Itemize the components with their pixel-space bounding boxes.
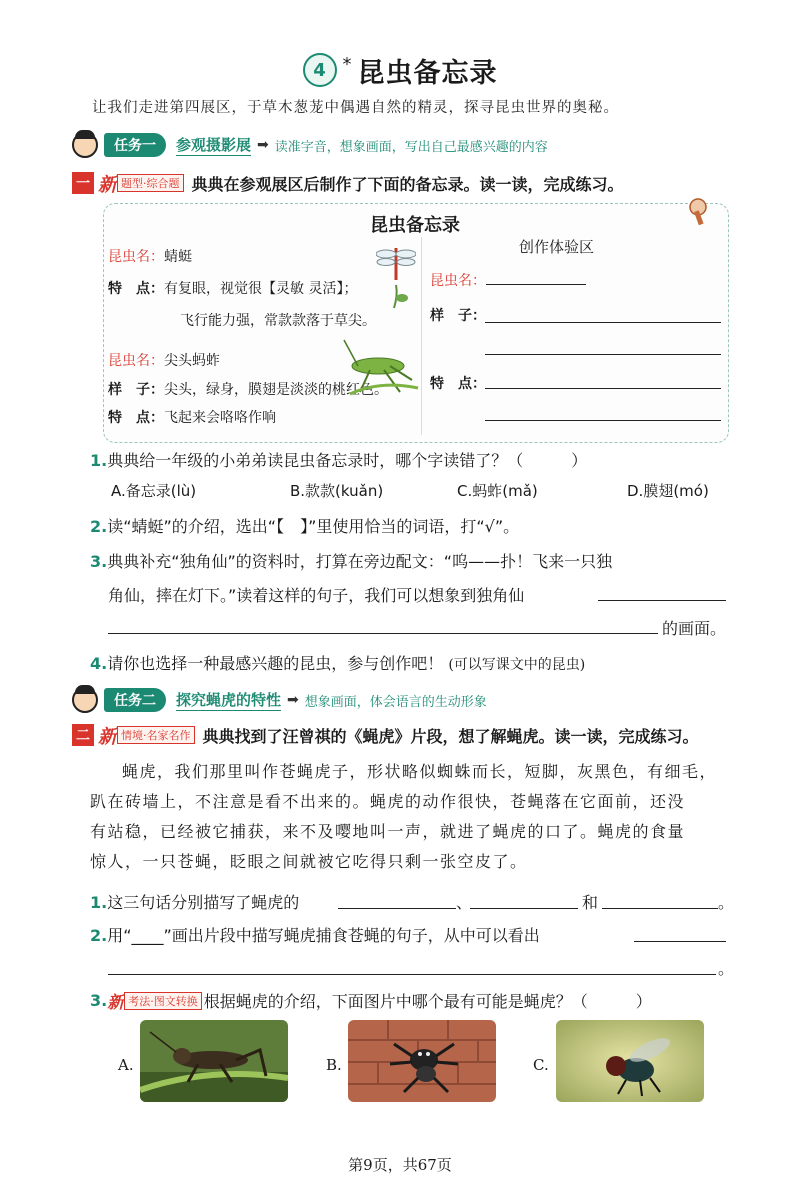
option-b[interactable]: B.款款(kuǎn) — [290, 482, 384, 500]
section-1-instruction: 典典在参观展区后制作了下面的备忘录。读一读，完成练习。 — [191, 174, 624, 194]
question-2-1-blank-1[interactable] — [338, 908, 456, 909]
question-1-2-number: 2. — [90, 517, 108, 536]
task-2-name: 探究蝇虎的特性 — [176, 691, 282, 709]
question-2-1-sep-1: 、 — [456, 893, 473, 912]
insect2-feature-label: 特 点： — [108, 410, 164, 426]
photo-option-c[interactable] — [556, 1020, 704, 1102]
task-1-header — [72, 132, 548, 158]
new-badge: 新 — [107, 993, 125, 1013]
option-a[interactable]: A.备忘录(lù) — [111, 482, 197, 500]
create-feature-row — [430, 373, 486, 393]
question-1-3-line-1: 典典补充“独角仙”的资料时，打算在旁边配文：“呜——扑！飞来一只独 — [107, 552, 613, 571]
question-2-1-end: 。 — [718, 893, 735, 912]
insect1-feature-1: 有复眼，视觉很【灵敏 灵活】； — [164, 281, 358, 297]
create-name-row — [430, 270, 586, 290]
create-name-blank[interactable] — [486, 284, 586, 285]
create-feature-blank-1[interactable] — [485, 388, 721, 389]
question-2-3 — [90, 988, 652, 1013]
task-2-desc: 想象画面，体会语言的生动形象 — [304, 694, 487, 710]
arrow-icon: ➡ — [287, 692, 299, 708]
new-badge: 新 — [98, 725, 118, 748]
create-shape-blank-2[interactable] — [485, 354, 721, 355]
create-feature-label: 特 点： — [430, 376, 486, 392]
section-2-header — [72, 722, 699, 748]
passage-line-1: 蝇虎，我们那里叫作苍蝇虎子，形状略似蜘蛛而长，短脚，灰黑色，有细毛， — [122, 762, 718, 781]
question-1-4-number: 4. — [90, 654, 108, 673]
question-2-1-text: 这三句话分别描写了蝇虎的 — [107, 893, 300, 912]
memo-insect2-feature-row — [108, 407, 276, 427]
section-2-number: 二 — [72, 724, 94, 746]
question-2-2-blank-1[interactable] — [634, 941, 726, 942]
insect1-name: 蜻蜓 — [164, 249, 192, 265]
create-shape-blank-1[interactable] — [485, 322, 721, 323]
task-1-name: 参观摄影展 — [176, 136, 252, 154]
mascot-icon — [72, 687, 98, 713]
passage-line-3: 有站稳，已经被它捕获，来不及嘤地叫一声，就进了蝇虎的口了。蝇虎的食量 — [90, 822, 686, 841]
memo-insect1-feature-row — [108, 278, 357, 298]
intro-text: 让我们走进第四展区，于草木葱茏中偶遇自然的精灵，探寻昆虫世界的奥秘。 — [92, 100, 619, 116]
question-2-3-tag: 考法·图文转换 — [124, 992, 202, 1010]
question-1-3-number: 3. — [90, 552, 108, 571]
question-1-2-text: 读“蜻蜓”的介绍，选出“【 】”里使用恰当的词语，打“√”。 — [107, 517, 520, 536]
photo-option-c-label: C. — [533, 1056, 549, 1074]
mascot-icon — [72, 132, 98, 158]
insect1-feature-2: 飞行能力强，常款款落于草尖。 — [180, 313, 376, 329]
lesson-number-badge: 4 — [303, 53, 337, 87]
section-2-instruction: 典典找到了汪曾祺的《蝇虎》片段，想了解蝇虎。读一读，完成练习。 — [202, 726, 699, 746]
passage-line-2: 趴在砖墙上，不注意是看不出来的。蝇虎的动作很快，苍蝇落在它面前，还没 — [90, 792, 686, 811]
insect2-shape-label: 样 子： — [108, 382, 164, 398]
question-1-3-line-3: 的画面。 — [662, 619, 727, 638]
photo-option-a-label: A. — [118, 1056, 134, 1074]
question-2-2-blank-2[interactable] — [108, 974, 716, 975]
photo-option-a[interactable] — [140, 1020, 288, 1102]
question-1-4-text: 请你也选择一种最感兴趣的昆虫，参与创作吧！ — [107, 654, 444, 673]
question-2-2-number: 2. — [90, 926, 108, 945]
spider-photo — [348, 1020, 496, 1102]
task-1-label: 任务一 — [104, 133, 166, 157]
lesson-star: * — [342, 53, 352, 75]
grasshopper-illustration — [340, 330, 420, 400]
section-1-number: 一 — [72, 172, 94, 194]
create-area-title: 创作体验区 — [519, 238, 595, 256]
photo-option-b[interactable] — [348, 1020, 496, 1102]
question-1-3 — [90, 549, 612, 572]
dragonfly-illustration — [376, 240, 416, 310]
passage-line-4: 惊人，一只苍蝇，眨眼之间就被它吃得只剩一张空皮了。 — [90, 852, 528, 871]
create-name-label: 昆虫名： — [430, 273, 486, 289]
question-1-2 — [90, 514, 519, 537]
question-1-1-number: 1. — [90, 451, 108, 470]
option-d[interactable]: D.膜翅(mó) — [627, 482, 709, 500]
pin-icon — [686, 197, 716, 227]
question-2-2-text: 用“____”画出片段中描写蝇虎捕食苍蝇的句子，从中可以看出 — [107, 926, 540, 945]
passage — [90, 757, 730, 877]
task-2-label: 任务二 — [104, 688, 166, 712]
question-2-1 — [90, 890, 299, 913]
question-2-1-blank-3[interactable] — [602, 908, 718, 909]
photo-option-b-label: B. — [326, 1056, 342, 1074]
question-1-4-note: (可以写课文中的昆虫) — [448, 657, 586, 673]
lesson-title: 昆虫备忘录 — [357, 57, 498, 89]
question-1-3-blank-1[interactable] — [598, 600, 726, 601]
section-1-header — [72, 170, 624, 196]
insect2-name: 尖头蚂蚱 — [164, 353, 220, 369]
create-shape-row — [430, 305, 486, 325]
page-footer: 第9页，共67页 — [348, 1156, 452, 1174]
lesson-header — [0, 48, 800, 92]
question-1-3-line-2-row — [108, 583, 524, 606]
question-2-1-number: 1. — [90, 893, 108, 912]
question-2-3-number: 3. — [90, 991, 108, 1010]
question-2-2-end: 。 — [718, 959, 735, 978]
arrow-icon: ➡ — [257, 137, 269, 153]
memo-divider — [421, 237, 422, 435]
option-c[interactable]: C.蚂蚱(mǎ) — [457, 482, 538, 500]
create-feature-blank-2[interactable] — [485, 420, 721, 421]
create-shape-label: 样 子： — [430, 308, 486, 324]
section-1-tag: 题型·综合题 — [117, 174, 184, 192]
insect1-name-label: 昆虫名： — [108, 249, 164, 265]
question-2-2 — [90, 923, 540, 946]
memo-title: 昆虫备忘录 — [370, 215, 460, 236]
insect2-feature: 飞起来会咯咯作响 — [164, 410, 276, 426]
question-1-4 — [90, 651, 585, 674]
question-1-1-text: 典典给一年级的小弟弟读昆虫备忘录时，哪个字读错了？（ ） — [107, 451, 588, 470]
question-2-1-blank-2[interactable] — [470, 908, 578, 909]
question-2-3-text: 根据蝇虎的介绍，下面图片中哪个最有可能是蝇虎？（ ） — [203, 992, 652, 1011]
insect2-name-label: 昆虫名： — [108, 353, 164, 369]
insect1-feature-label: 特 点： — [108, 281, 164, 297]
memo-insect2-name-row — [108, 350, 220, 370]
task-1-desc: 读准字音，想象画面，写出自己最感兴趣的内容 — [274, 139, 548, 155]
task-2-header — [72, 687, 487, 713]
question-1-3-line-2: 角仙，摔在灯下。”读着这样的句子，我们可以想象到独角仙 — [108, 586, 525, 605]
question-1-3-blank-2[interactable] — [108, 633, 658, 634]
insect2-shape: 尖头，绿身，膜翅是淡淡的桃红色。 — [164, 382, 388, 398]
memo-insect1-name-row — [108, 246, 192, 266]
grasshopper-photo — [140, 1020, 288, 1102]
fly-photo — [556, 1020, 704, 1102]
question-2-1-sep-2: 和 — [582, 893, 599, 912]
section-2-tag: 情境·名家名作 — [117, 726, 195, 744]
new-badge: 新 — [98, 173, 118, 196]
question-1-1 — [90, 448, 587, 471]
